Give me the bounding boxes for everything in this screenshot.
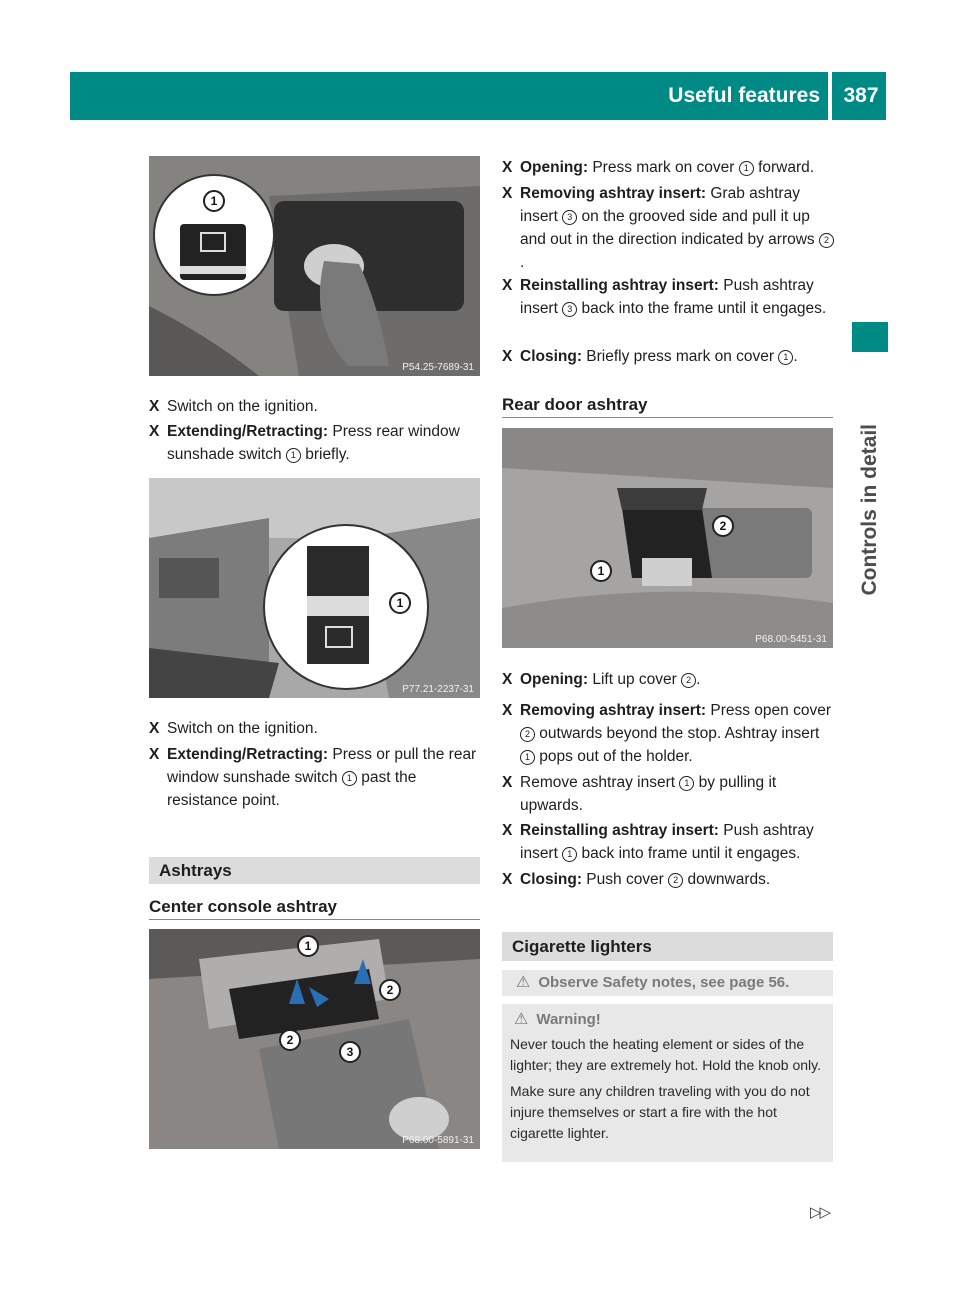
rear-ashtray-illustration [502, 428, 833, 648]
step-marker: X [149, 746, 160, 763]
safety-note-box [502, 970, 833, 996]
subheading-rear-door-ashtray [502, 392, 833, 418]
step [149, 395, 481, 418]
step-text: Press rear window sunshade switch [167, 423, 460, 463]
side-tab-label [846, 356, 894, 596]
step-text: Remove ashtray insert [520, 774, 680, 791]
warning-triangle-icon: ⚠ [516, 974, 531, 991]
step [502, 819, 836, 865]
ref-number: 2 [668, 873, 683, 888]
safety-note-text[interactable]: Observe Safety notes, see page 56. [538, 974, 790, 991]
step-label: Removing ashtray insert: [520, 702, 707, 719]
step-text: Push cover [582, 871, 669, 888]
step-text: downwards. [683, 871, 771, 888]
step-marker: X [502, 774, 513, 791]
callout-number: 2 [712, 515, 734, 537]
step [149, 717, 481, 740]
continue-mark: ▷▷ [810, 1204, 830, 1221]
section-heading-cigarette-lighters [502, 932, 833, 961]
step-text: forward. [753, 159, 815, 176]
step-text: Press open cover [706, 702, 831, 719]
subheading-text: Center console ashtray [149, 897, 338, 916]
figure-code: P68.00-5451-31 [755, 634, 827, 645]
figure-code: P54.25-7689-31 [402, 362, 474, 373]
step [502, 345, 836, 368]
step-marker: X [502, 159, 513, 176]
subheading-text: Rear door ashtray [502, 395, 648, 414]
step-text: Press or pull the rear window sunshade switch [167, 746, 477, 786]
step-text: pops out of the holder. [535, 748, 693, 765]
warning-title: Warning! [536, 1011, 601, 1028]
step-text: . [793, 348, 798, 365]
step-label: Closing: [520, 871, 582, 888]
step-marker: X [502, 822, 513, 839]
step-label: Reinstalling ashtray insert: [520, 277, 719, 294]
callout-number: 1 [297, 935, 319, 957]
step [149, 743, 481, 812]
step-text: on the grooved side and pull it up and out in the direction indicated by arrows [520, 208, 819, 248]
ashtray-illustration [149, 929, 480, 1149]
section-heading-text: Ashtrays [159, 861, 232, 880]
step-text: Push ashtray insert [520, 277, 814, 317]
callout-number: 3 [339, 1041, 361, 1063]
step-label: Opening: [520, 159, 589, 176]
step-text: Grab ashtray insert [520, 185, 800, 225]
subheading-center-console-ashtray [149, 894, 480, 920]
ref-number: 2 [520, 727, 535, 742]
side-tab-text: Controls in detail [858, 424, 881, 596]
step-text: Press mark on cover [588, 159, 739, 176]
step [502, 274, 836, 320]
warning-paragraph: Make sure any children traveling with you do not injure themselves or start a fire with the hot cigarette lighter. [510, 1083, 810, 1141]
step-text: Push ashtray insert [520, 822, 814, 862]
step-label: Extending/Retracting: [167, 746, 329, 763]
ref-number: 1 [286, 448, 301, 463]
step-text: Switch on the ignition. [167, 720, 318, 737]
ref-number: 1 [342, 771, 357, 786]
step-text: briefly. [300, 446, 350, 463]
step [502, 668, 836, 691]
step-text: Lift up cover [588, 671, 682, 688]
figure-sunshade-switch-console [149, 156, 480, 376]
step-marker: X [502, 277, 513, 294]
callout-number: 1 [203, 190, 225, 212]
step-label: Reinstalling ashtray insert: [520, 822, 719, 839]
step-text: Switch on the ignition. [167, 398, 318, 415]
step-text: by pulling it upwards. [520, 774, 777, 814]
step [502, 182, 836, 274]
ref-number: 2 [819, 233, 834, 248]
step-label: Opening: [520, 671, 589, 688]
figure-code: P77.21-2237-31 [402, 684, 474, 695]
warning-paragraph: Never touch the heating element or sides of the lighter; they are extremely hot. Hold the knob only. [510, 1036, 822, 1073]
step-text: back into the frame until it engages. [577, 300, 827, 317]
section-heading-ashtrays [149, 857, 480, 884]
figure-code: P68.00-5891-31 [402, 1135, 474, 1146]
side-tab-marker [852, 322, 888, 352]
step-label: Removing ashtray insert: [520, 185, 707, 202]
section-title: Useful features [668, 84, 820, 107]
step-text: past the resistance point. [167, 769, 417, 809]
step-marker: X [502, 348, 513, 365]
step-label: Closing: [520, 348, 582, 365]
ref-number: 1 [778, 350, 793, 365]
step [502, 156, 836, 179]
warning-box [502, 1004, 833, 1162]
step [149, 420, 481, 466]
callout-number: 2 [279, 1029, 301, 1051]
page-number: 387 [843, 84, 879, 107]
step [502, 868, 836, 891]
ref-number: 3 [562, 302, 577, 317]
ref-number: 1 [739, 161, 754, 176]
step-marker: X [502, 671, 513, 688]
step-label: Extending/Retracting: [167, 423, 329, 440]
step [502, 699, 836, 768]
step-marker: X [149, 720, 160, 737]
step-text: . [520, 254, 525, 271]
step-marker: X [502, 702, 513, 719]
callout-number: 1 [590, 560, 612, 582]
step-text: outwards beyond the stop. Ashtray insert [535, 725, 820, 742]
step-marker: X [502, 185, 513, 202]
step-marker: X [149, 398, 160, 415]
ref-number: 1 [562, 847, 577, 862]
step [502, 771, 836, 817]
step-marker: X [502, 871, 513, 888]
callout-number: 1 [389, 592, 411, 614]
section-heading-text: Cigarette lighters [512, 937, 652, 956]
figure-rear-door-ashtray [502, 428, 833, 648]
step-text: . [696, 671, 701, 688]
step-text: back into frame until it engages. [577, 845, 801, 862]
step-text: Briefly press mark on cover [582, 348, 779, 365]
ref-number: 1 [679, 776, 694, 791]
ref-number: 3 [562, 210, 577, 225]
figure-center-console-ashtray [149, 929, 480, 1149]
warning-triangle-icon: ⚠ [514, 1011, 529, 1028]
step-marker: X [149, 423, 160, 440]
callout-number: 2 [379, 979, 401, 1001]
ref-number: 1 [520, 750, 535, 765]
header-separator [828, 72, 832, 120]
figure-sunshade-switch-door [149, 478, 480, 698]
ref-number: 2 [681, 673, 696, 688]
